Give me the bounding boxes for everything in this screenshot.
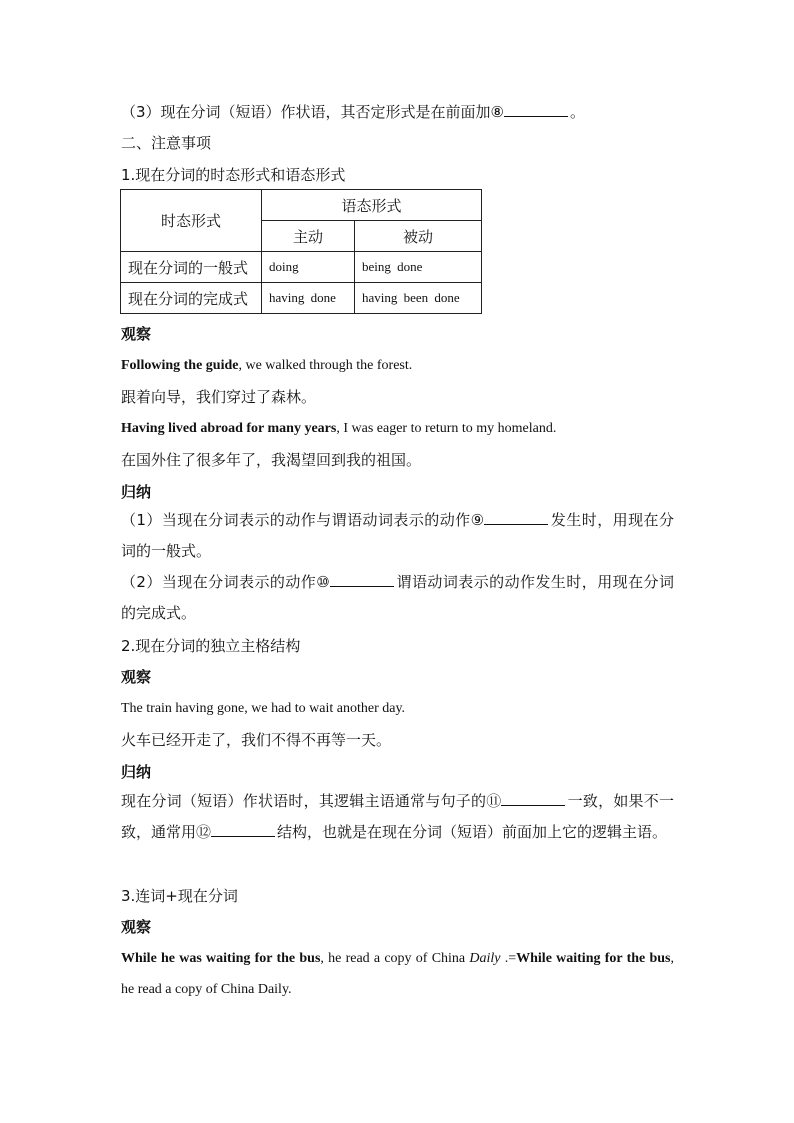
- summary-label: 归纳: [121, 483, 152, 501]
- table-row: [121, 252, 482, 283]
- row-active: doing: [262, 252, 355, 283]
- subheading-conjunction: 3.连词+现在分词: [121, 887, 238, 905]
- table-header-tense: 时态形式: [121, 190, 262, 252]
- table-header-active: 主动: [262, 221, 355, 252]
- summary-point-2: （2）当现在分词表示的动作⑩ 谓语动词表示的动作发生时，用现在分词的完成式。: [121, 573, 674, 622]
- observe-label: 观察: [121, 325, 152, 343]
- section-heading-notes: 二、注意事项: [121, 134, 212, 152]
- example-translation-1: 跟着向导，我们穿过了森林。: [121, 388, 317, 406]
- subheading-absolute: 2.现在分词的独立主格结构: [121, 637, 301, 655]
- example-translation-2: 在国外住了很多年了，我渴望回到我的祖国。: [121, 451, 422, 469]
- table-header-passive: 被动: [355, 221, 482, 252]
- table-row: [121, 283, 482, 314]
- answer-blank-10[interactable]: [330, 572, 394, 587]
- row-passive: having been done: [355, 283, 482, 314]
- row-active: having done: [262, 283, 355, 314]
- answer-blank-12[interactable]: [211, 822, 275, 837]
- row-passive: being done: [355, 252, 482, 283]
- summary-point-1: （1）当现在分词表示的动作与谓语动词表示的动作⑨ 发生时，用现在分词的一般式。: [121, 511, 674, 560]
- subheading-tense-voice: 1.现在分词的时态形式和语态形式: [121, 166, 346, 184]
- example-sentence-3: The train having gone, we had to wait another day.: [121, 701, 406, 716]
- table-header-voice: 语态形式: [262, 190, 482, 221]
- answer-blank-9[interactable]: [484, 510, 548, 525]
- row-label: 现在分词的完成式: [121, 283, 262, 314]
- example-sentence-4: While he was waiting for the bus, he read a copy of China Daily .=While waiting for the bus, he read a copy of China Daily.: [121, 951, 674, 997]
- observe-label: 观察: [121, 668, 152, 686]
- answer-blank-11[interactable]: [501, 791, 565, 806]
- answer-blank-8[interactable]: [504, 102, 568, 117]
- example-translation-3: 火车已经开走了，我们不得不再等一天。: [121, 731, 392, 749]
- summary-point-3: 现在分词（短语）作状语时，其逻辑主语通常与句子的⑪ 一致，如果不一致，通常用⑫ 结构，也就是在现在分词（短语）前面加上它的逻辑主语。: [121, 792, 674, 841]
- example-sentence-2: Having lived abroad for many years, I was eager to return to my homeland.: [121, 421, 557, 436]
- observe-label: 观察: [121, 918, 152, 936]
- example-sentence-1: Following the guide, we walked through the forest.: [121, 358, 413, 373]
- summary-label: 归纳: [121, 763, 152, 781]
- participle-forms-table: [120, 189, 482, 314]
- note-negation: （3）现在分词（短语）作状语，其否定形式是在前面加⑧ 。: [121, 103, 586, 121]
- row-label: 现在分词的一般式: [121, 252, 262, 283]
